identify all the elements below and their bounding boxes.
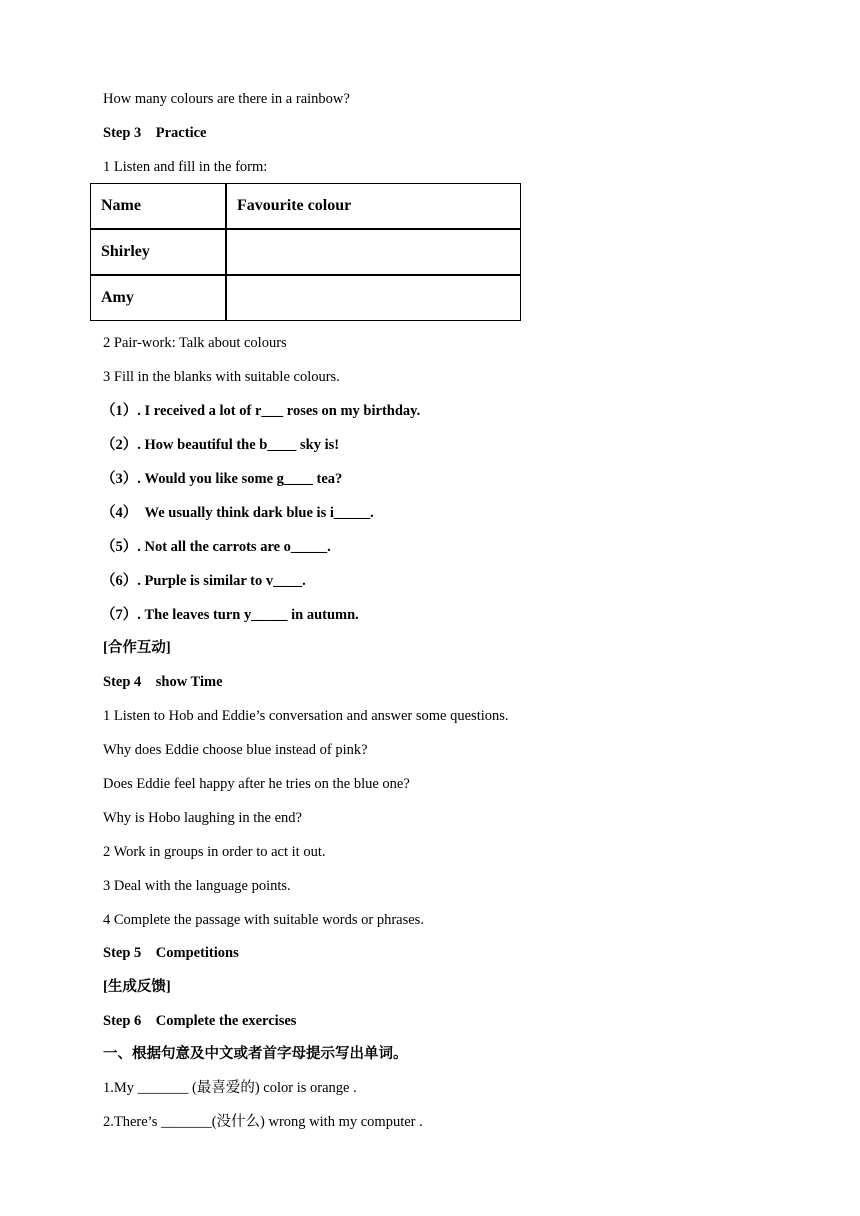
blank-item-7: （7）. The leaves turn y_____ in autumn.: [101, 607, 359, 623]
cooperation-heading: [合作互动]: [103, 640, 171, 656]
row-name-cell: Amy: [90, 275, 226, 321]
favourite-colour-form: [90, 183, 521, 321]
question-laugh: Why is Hobo laughing in the end?: [103, 810, 302, 826]
blank-item-2: （2）. How beautiful the b____ sky is!: [101, 437, 340, 453]
blank-item-3: （3）. Would you like some g____ tea?: [101, 471, 343, 487]
rainbow-question: How many colours are there in a rainbow?: [103, 91, 350, 107]
row-colour-cell: [226, 229, 521, 275]
row-colour-cell: [226, 275, 521, 321]
blank-item-6: （6）. Purple is similar to v____.: [101, 573, 306, 589]
listen-conversation-instruction: 1 Listen to Hob and Eddie’s conversation and answer some questions.: [103, 708, 509, 724]
table-header-row: [90, 183, 521, 229]
feedback-heading: [生成反馈]: [103, 979, 171, 995]
row-name-cell: Shirley: [90, 229, 226, 275]
pair-work-instruction: 2 Pair-work: Talk about colours: [103, 335, 287, 351]
question-blue: Why does Eddie choose blue instead of pink?: [103, 742, 368, 758]
header-name: Name: [90, 183, 226, 229]
section1-heading: 一、根据句意及中文或者首字母提示写出单词。: [103, 1046, 408, 1062]
blank-item-1: （1）. I received a lot of r___ roses on my birthday.: [101, 403, 421, 419]
step3-heading: Step 3 Practice: [103, 125, 207, 141]
blank-item-5: （5）. Not all the carrots are o_____.: [101, 539, 331, 555]
blank-item-4: （4） We usually think dark blue is i_____.: [101, 505, 374, 521]
step4-heading: Step 4 show Time: [103, 674, 223, 690]
language-points-instruction: 3 Deal with the language points.: [103, 878, 291, 894]
act-out-instruction: 2 Work in groups in order to act it out.: [103, 844, 326, 860]
step5-heading: Step 5 Competitions: [103, 945, 239, 961]
exercise-1: 1.My _______ (最喜爱的) color is orange .: [103, 1080, 357, 1096]
step6-heading: Step 6 Complete the exercises: [103, 1013, 297, 1029]
exercise-2: 2.There’s _______(没什么) wrong with my computer .: [103, 1114, 423, 1130]
table-row: [90, 275, 521, 321]
table-row: [90, 229, 521, 275]
listen-fill-instruction: 1 Listen and fill in the form:: [103, 159, 268, 175]
question-happy: Does Eddie feel happy after he tries on the blue one?: [103, 776, 410, 792]
header-favourite-colour: Favourite colour: [226, 183, 521, 229]
complete-passage-instruction: 4 Complete the passage with suitable words or phrases.: [103, 912, 424, 928]
fill-blanks-instruction: 3 Fill in the blanks with suitable colours.: [103, 369, 340, 385]
